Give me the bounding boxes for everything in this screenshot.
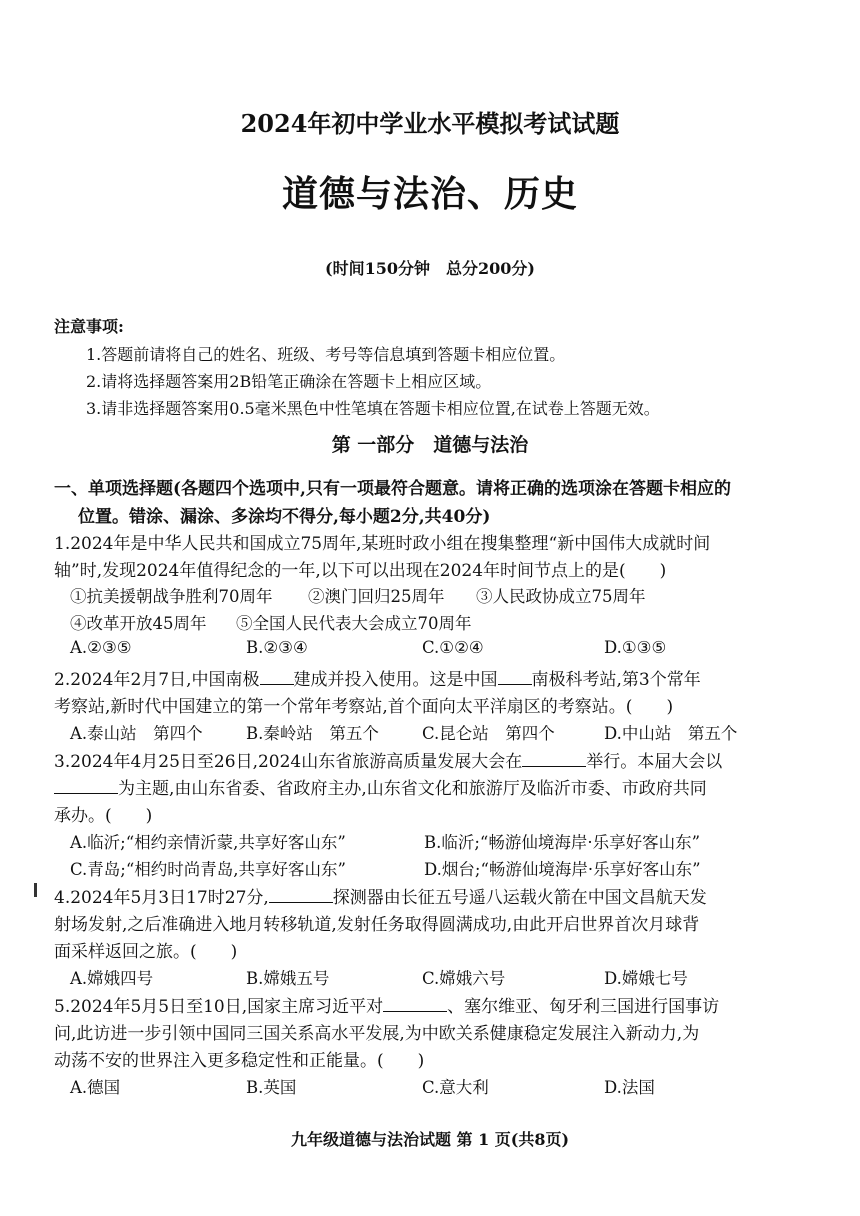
q5-line1-part-a: 5.2024年5月5日至10日,国家主席习近平对 (54, 997, 384, 1017)
q3-line1 (54, 747, 722, 772)
q1-item-1: ①抗美援朝战争胜利70周年 (70, 587, 273, 606)
q1-item-3: ③人民政协成立75周年 (476, 587, 646, 606)
q1-option-c: C.①②④ (422, 638, 484, 657)
q1-item-4: ④改革开放45周年 (70, 614, 207, 633)
q3-blank-2 (54, 777, 118, 794)
q5-line1-part-b: 、塞尔维亚、匈牙利三国进行国事访 (447, 997, 720, 1017)
q1-line1: 1.2024年是中华人民共和国成立75周年,某班时政小组在搜集整理“新中国伟大成就时间 (54, 534, 711, 554)
q2-option-b: B.秦岭站 第五个 (246, 724, 379, 743)
note-item-3: 3.请非选择题答案用0.5毫米黑色中性笔填在答题卡相应位置,在试卷上答题无效。 (86, 399, 660, 418)
q2-line1-part-b: 建成并投入使用。这是中国 (293, 670, 498, 690)
q3-option-b: B.临沂;“畅游仙境海岸·乐享好客山东” (424, 833, 701, 852)
q4-line1 (54, 883, 707, 908)
q4-option-b: B.嫦娥五号 (246, 969, 330, 988)
q4-line3: 面采样返回之旅。( ) (54, 942, 238, 962)
q1-option-a: A.②③⑤ (70, 638, 132, 657)
q4-line1-part-a: 4.2024年5月3日17时27分, (54, 888, 269, 908)
q4-line2: 射场发射,之后准确进入地月转移轨道,发射任务取得圆满成功,由此开启世界首次月球背 (54, 915, 700, 935)
time-info: (时间150分钟 总分200分) (325, 259, 535, 278)
q2-line1-part-c: 南极科考站,第3个常年 (531, 670, 701, 690)
q1-item-5: ⑤全国人民代表大会成立70周年 (236, 614, 472, 633)
q5-option-c: C.意大利 (422, 1078, 489, 1097)
q5-option-d: D.法国 (604, 1078, 655, 1097)
q1-option-d: D.①③⑤ (604, 638, 667, 657)
q3-line2 (54, 774, 707, 799)
notes-heading: 注意事项: (54, 317, 124, 336)
q3-option-d: D.烟台;“畅游仙境海岸·乐享好客山东” (424, 860, 701, 879)
q3-line2-text: 为主题,由山东省委、省政府主办,山东省文化和旅游厅及临沂市委、市政府共同 (118, 779, 707, 799)
q3-blank-1 (522, 750, 586, 767)
q3-option-a: A.临沂;“相约亲情沂蒙,共享好客山东” (70, 833, 346, 852)
q5-line1 (54, 992, 719, 1017)
q5-option-b: B.英国 (246, 1078, 297, 1097)
section-instruction-line2: 位置。错涂、漏涂、多涂均不得分,每小题2分,共40分) (78, 507, 491, 527)
q2-option-a: A.泰山站 第四个 (70, 724, 203, 743)
q2-line1 (54, 665, 701, 690)
q5-line2: 问,此访进一步引领中国同三国关系高水平发展,为中欧关系健康稳定发展注入新动力,为 (54, 1024, 700, 1044)
q5-blank (383, 995, 447, 1012)
q3-line3: 承办。( ) (54, 806, 153, 826)
q1-item-2: ②澳门回归25周年 (308, 587, 445, 606)
q5-line3: 动荡不安的世界注入更多稳定性和正能量。( ) (54, 1051, 425, 1071)
exam-title: 2024年初中学业水平模拟考试试题 (240, 109, 620, 138)
q4-option-d: D.嫦娥七号 (604, 969, 688, 988)
part-title: 第 一部分 道德与法治 (331, 434, 529, 456)
q3-line1-part-b: 举行。本届大会以 (586, 752, 723, 772)
q2-option-c: C.昆仑站 第四个 (422, 724, 555, 743)
q2-blank-2 (498, 668, 532, 685)
q3-option-c: C.青岛;“相约时尚青岛,共享好客山东” (70, 860, 346, 879)
note-item-1: 1.答题前请将自己的姓名、班级、考号等信息填到答题卡相应位置。 (86, 345, 566, 364)
q1-option-b: B.②③④ (246, 638, 308, 657)
q3-line1-part-a: 3.2024年4月25日至26日,2024山东省旅游高质量发展大会在 (54, 752, 523, 772)
page-footer: 九年级道德与法治试题 第 1 页(共8页) (290, 1130, 570, 1149)
q4-option-c: C.嫦娥六号 (422, 969, 506, 988)
q2-blank-1 (260, 668, 294, 685)
q2-option-d: D.中山站 第五个 (604, 724, 738, 743)
q4-blank (269, 886, 333, 903)
margin-mark (34, 883, 37, 897)
q4-option-a: A.嫦娥四号 (70, 969, 154, 988)
subject-title: 道德与法治、历史 (281, 173, 578, 215)
q4-line1-part-b: 探测器由长征五号遥八运载火箭在中国文昌航天发 (332, 888, 707, 908)
note-item-2: 2.请将选择题答案用2B铅笔正确涂在答题卡上相应区域。 (86, 372, 492, 391)
q1-line2: 轴”时,发现2024年值得纪念的一年,以下可以出现在2024年时间节点上的是( ) (54, 561, 667, 581)
section-instruction-line1: 一、单项选择题(各题四个选项中,只有一项最符合题意。请将正确的选项涂在答题卡相应的 (54, 479, 731, 499)
q2-line2: 考察站,新时代中国建立的第一个常年考察站,首个面向太平洋扇区的考察站。( ) (54, 697, 674, 717)
q2-line1-part-a: 2.2024年2月7日,中国南极 (54, 670, 260, 690)
q5-option-a: A.德国 (70, 1078, 121, 1097)
